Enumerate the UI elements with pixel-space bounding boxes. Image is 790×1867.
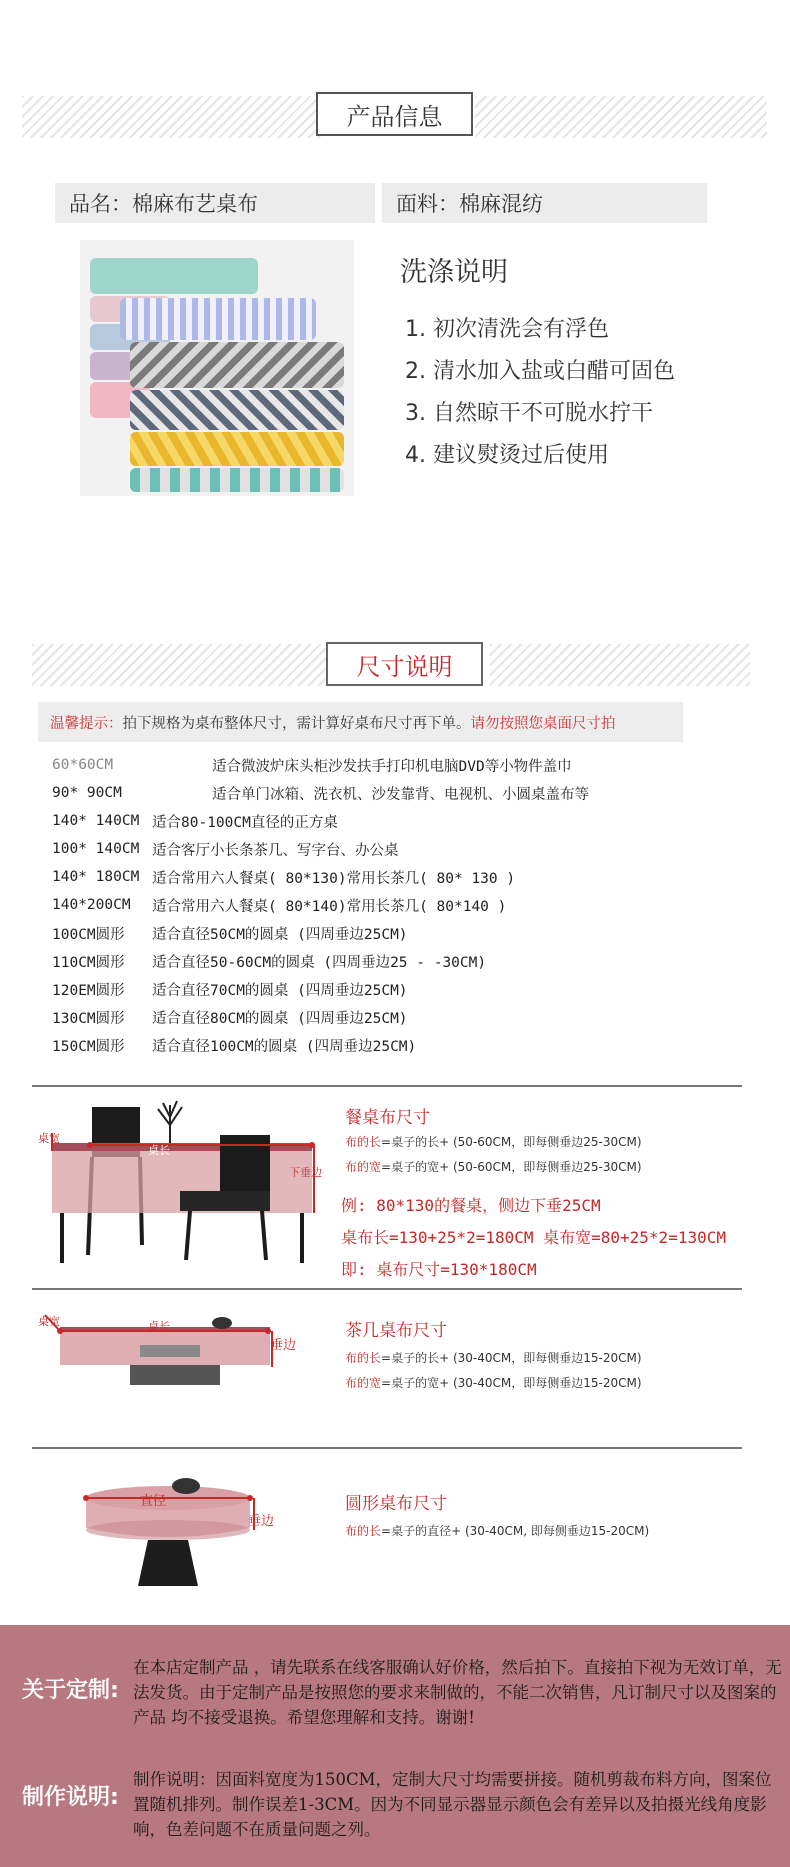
size-desc: 适合客厅小长条茶几、写字台、办公桌 bbox=[152, 842, 399, 859]
label-coffee-drop: 垂边 bbox=[270, 1338, 297, 1353]
size-table bbox=[52, 751, 752, 1059]
size-key: 140* 180CM bbox=[52, 869, 140, 885]
dining-rule-length-label: 布的长 bbox=[345, 1135, 382, 1149]
label-drop-edge: 下垂边 bbox=[289, 1166, 322, 1179]
size-tip-bar bbox=[38, 702, 683, 742]
tip-text: 拍下规格为桌布整体尺寸，需计算好桌布尺寸再下单。 bbox=[122, 715, 471, 732]
washing-item: 4. 建议熨烫过后使用 bbox=[405, 443, 609, 468]
size-desc: 适合常用六人餐桌( 80*140)常用长茶几( 80*140 ) bbox=[152, 898, 507, 915]
washing-list bbox=[405, 312, 675, 480]
coffee-rule-length-text: =桌子的长+ (30-40CM，即每侧垂边15-20CM) bbox=[381, 1351, 642, 1365]
production-heading: 制作说明: bbox=[22, 1785, 119, 1810]
coffee-rule-width bbox=[345, 1374, 642, 1391]
dining-rule-width-text: =桌子的宽+ (50-60CM，即每侧垂边25-30CM) bbox=[381, 1160, 642, 1174]
label-coffee-width: 桌宽 bbox=[38, 1315, 60, 1328]
dining-rule-length bbox=[345, 1133, 642, 1150]
round-rule-length-label: 布的长 bbox=[345, 1524, 382, 1538]
size-desc: 适合直径70CM的圆桌 (四周垂边25CM) bbox=[152, 982, 408, 999]
dining-example-2: 桌布长=130+25*2=180CM 桌布宽=80+25*2=130CM bbox=[341, 1228, 726, 1247]
dining-rule-width-label: 布的宽 bbox=[345, 1160, 382, 1174]
label-round-drop: 垂边 bbox=[248, 1514, 275, 1529]
divider bbox=[32, 1085, 742, 1087]
size-desc: 适合直径80CM的圆桌 (四周垂边25CM) bbox=[152, 1010, 408, 1027]
size-row bbox=[52, 919, 752, 947]
size-key: 140*200CM bbox=[52, 897, 131, 913]
size-row bbox=[52, 1031, 752, 1059]
dining-table-illustration bbox=[30, 1095, 340, 1275]
product-info-title: 产品信息 bbox=[316, 92, 473, 136]
hatch-right-2 bbox=[490, 644, 750, 686]
label-table-length: 桌长 bbox=[148, 1144, 170, 1157]
dining-title: 餐桌布尺寸 bbox=[345, 1108, 430, 1128]
dining-rule-length-text: =桌子的长+ (50-60CM，即每侧垂边25-30CM) bbox=[381, 1135, 642, 1149]
product-fabric-bar bbox=[382, 183, 707, 223]
product-fabric-label: 面料：棉麻混纺 bbox=[396, 192, 543, 216]
custom-order-band bbox=[0, 1625, 790, 1867]
label-diameter: 直径 bbox=[140, 1494, 167, 1509]
coffee-table-illustration bbox=[40, 1305, 300, 1400]
size-row bbox=[52, 779, 752, 807]
dining-example-3: 即: 桌布尺寸=130*180CM bbox=[341, 1260, 537, 1279]
size-key: 150CM圆形 bbox=[52, 1038, 125, 1055]
dining-example-1: 例: 80*130的餐桌，侧边下垂25CM bbox=[341, 1196, 601, 1215]
size-desc: 适合直径50CM的圆桌 (四周垂边25CM) bbox=[152, 926, 408, 943]
round-table-illustration bbox=[60, 1458, 280, 1593]
size-key: 60*60CM bbox=[52, 757, 114, 773]
hatch-right-1 bbox=[475, 96, 767, 138]
size-key: 110CM圆形 bbox=[52, 954, 125, 971]
custom-heading: 关于定制: bbox=[22, 1678, 119, 1703]
product-image bbox=[80, 240, 354, 496]
size-key: 100CM圆形 bbox=[52, 926, 125, 943]
hatch-left-2 bbox=[32, 644, 327, 686]
size-section-title: 尺寸说明 bbox=[326, 642, 483, 686]
tip-prefix: 温馨提示： bbox=[50, 715, 123, 732]
round-rule-length-text: =桌子的直径+ (30-40CM, 即每侧垂边15-20CM) bbox=[381, 1524, 650, 1538]
custom-text: 在本店定制产品 ，请先联系在线客服确认好价格，然后拍下。直接拍下视为无效订单，无法发货。由于定制产品是按照您的要求来制做的，不能二次销售，凡订制尺寸以及图案的产品 均不接受退换。希望您理解和支持。谢谢! bbox=[133, 1658, 782, 1727]
coffee-rule-width-text: =桌子的宽+ (30-40CM，即每侧垂边15-20CM) bbox=[381, 1376, 642, 1390]
washing-item: 2. 清水加入盐或白醋可固色 bbox=[405, 359, 675, 384]
dining-rule-width bbox=[345, 1158, 642, 1175]
size-row bbox=[52, 863, 752, 891]
divider bbox=[32, 1447, 742, 1449]
hatch-left-1 bbox=[22, 96, 322, 138]
size-row bbox=[52, 751, 752, 779]
size-row bbox=[52, 947, 752, 975]
size-key: 130CM圆形 bbox=[52, 1010, 125, 1027]
size-desc: 适合80-100CM直径的正方桌 bbox=[152, 814, 338, 831]
coffee-title: 茶几桌布尺寸 bbox=[345, 1321, 447, 1341]
size-key: 100* 140CM bbox=[52, 841, 140, 857]
size-row bbox=[52, 1003, 752, 1031]
size-row bbox=[52, 835, 752, 863]
size-row bbox=[52, 807, 752, 835]
size-row bbox=[52, 891, 752, 919]
size-desc: 适合微波炉床头柜沙发扶手打印机电脑DVD等小物件盖巾 bbox=[212, 758, 572, 775]
coffee-rule-length-label: 布的长 bbox=[345, 1351, 382, 1365]
product-name-bar bbox=[55, 183, 375, 223]
size-key: 140* 140CM bbox=[52, 813, 140, 829]
production-text: 制作说明：因面料宽度为150CM，定制大尺寸均需要拼接。随机剪裁布料方向，图案位置随机排列。制作误差1-3CM。因为不同显示器显示颜色会有差异以及拍摄光线角度影响，色差问题不在质量问题之列。 bbox=[133, 1770, 772, 1839]
label-table-width: 桌宽 bbox=[38, 1132, 60, 1145]
size-row bbox=[52, 975, 752, 1003]
size-desc: 适合直径100CM的圆桌 (四周垂边25CM) bbox=[152, 1038, 417, 1055]
coffee-rule-length bbox=[345, 1349, 642, 1366]
size-key: 120EM圆形 bbox=[52, 982, 125, 999]
size-key: 90* 90CM bbox=[52, 785, 122, 801]
washing-item: 3. 自然晾干不可脱水拧干 bbox=[405, 401, 653, 426]
product-name-label: 品名：棉麻布艺桌布 bbox=[69, 192, 258, 216]
washing-item: 1. 初次清洗会有浮色 bbox=[405, 317, 609, 342]
tip-red-suffix: 请勿按照您桌面尺寸拍 bbox=[470, 715, 616, 732]
size-desc: 适合单门冰箱、洗衣机、沙发靠背、电视机、小圆桌盖布等 bbox=[212, 786, 589, 803]
label-coffee-length: 桌长 bbox=[148, 1320, 170, 1333]
washing-title: 洗涤说明 bbox=[400, 257, 508, 288]
coffee-rule-width-label: 布的宽 bbox=[345, 1376, 382, 1390]
round-rule-length bbox=[345, 1522, 649, 1539]
size-desc: 适合常用六人餐桌( 80*130)常用长茶几( 80* 130 ) bbox=[152, 870, 516, 887]
size-desc: 适合直径50-60CM的圆桌 (四周垂边25 - -30CM) bbox=[152, 954, 487, 971]
divider bbox=[32, 1288, 742, 1290]
round-title: 圆形桌布尺寸 bbox=[345, 1494, 447, 1514]
